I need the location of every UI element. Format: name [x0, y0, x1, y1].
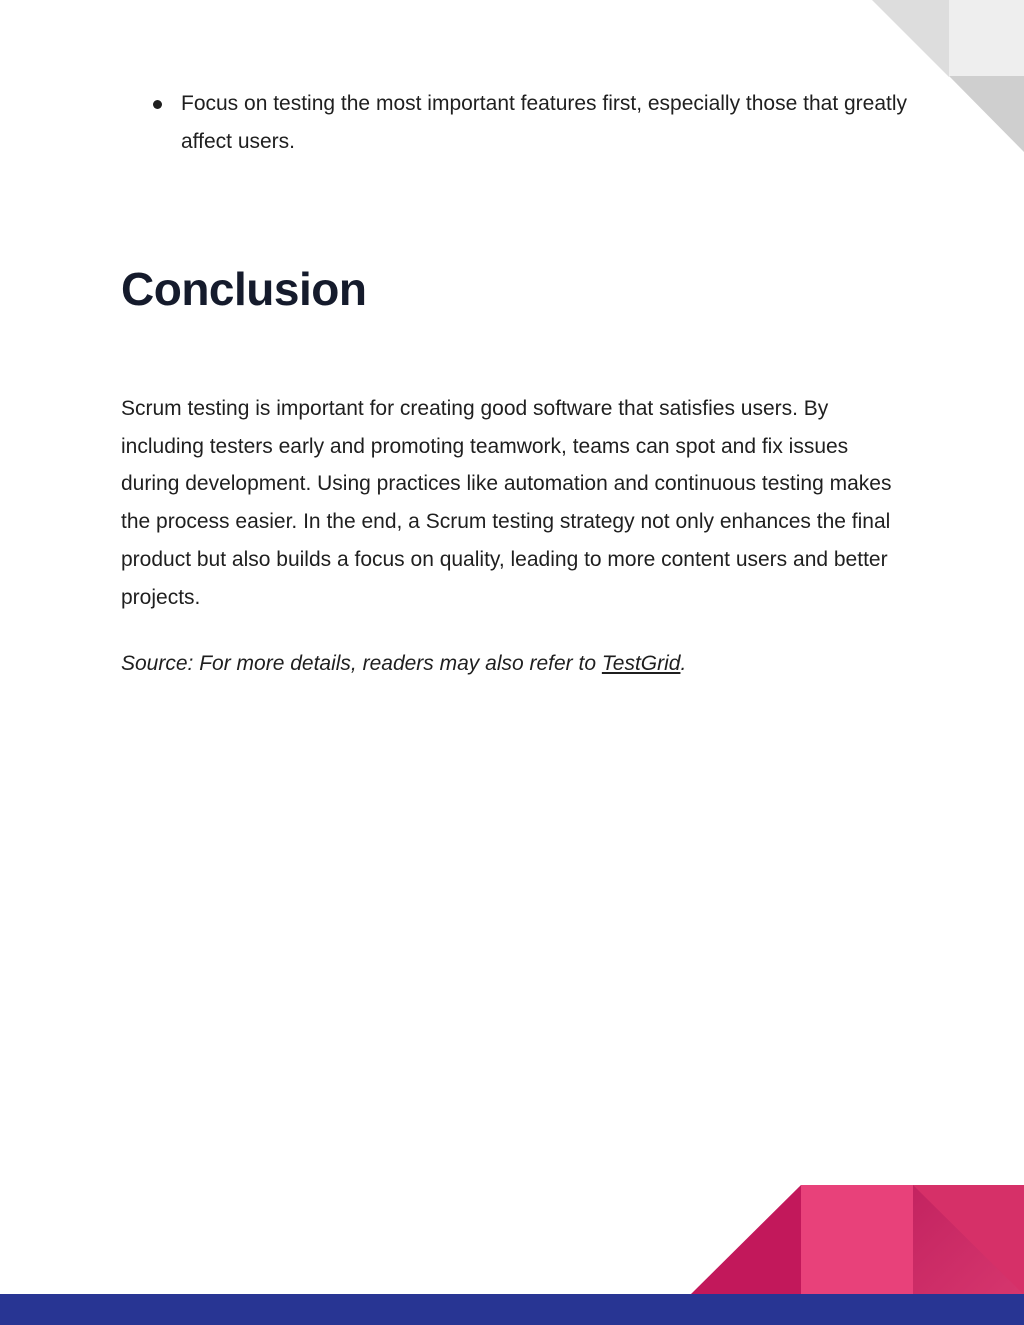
conclusion-paragraph: Scrum testing is important for creating good software that satisfies users. By including testers early and promoting teamwork, teams can spot and fix issues during development. Using practices like automation and continuous testing makes the process easier. In the end, a Scrum testing strategy not only enhances the final product but also builds a focus on quality, leading to more content users and better projects. [121, 397, 892, 609]
source-note [121, 645, 911, 683]
testgrid-link[interactable]: TestGrid [601, 652, 681, 676]
document-content [121, 85, 911, 683]
list-item [121, 85, 911, 161]
corner-decoration-bottom [690, 1185, 1024, 1295]
footer-bar [0, 1294, 1024, 1325]
list-item-text: Focus on testing the most important features first, especially those that greatly affect users. [181, 92, 908, 153]
section-heading: Conclusion [121, 263, 367, 315]
bullet-list [121, 85, 911, 161]
source-prefix: Source: For more details, readers may also refer to [121, 652, 602, 676]
source-suffix: . [680, 652, 687, 676]
bullet-icon [153, 100, 162, 109]
